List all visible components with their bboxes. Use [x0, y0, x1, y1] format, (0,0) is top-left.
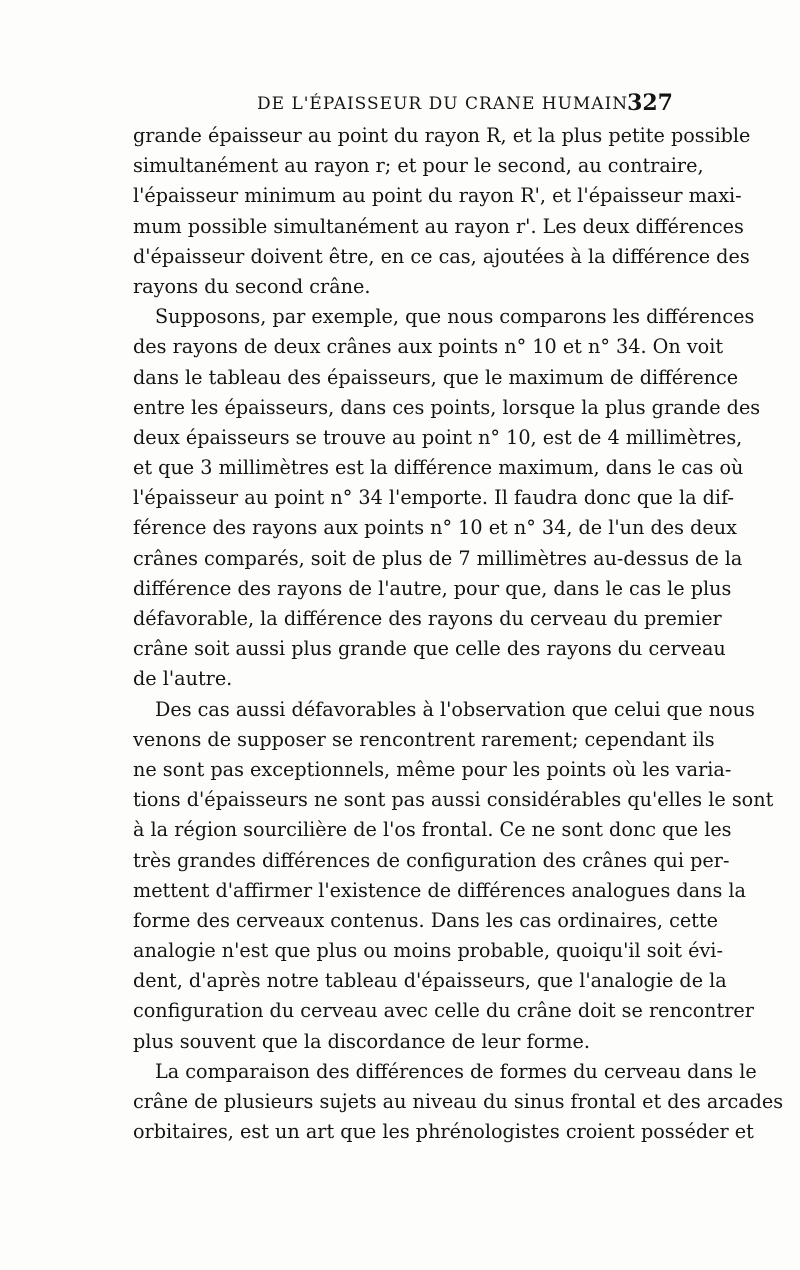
text-line: défavorable, la différence des rayons du cerveau du premier	[133, 607, 722, 630]
page-number: 327	[627, 90, 673, 116]
text-line: dans le tableau des épaisseurs, que le maximum de différence	[133, 365, 739, 389]
text-line: et que 3 millimètres est la différence maximum, dans le cas où	[133, 456, 744, 480]
text-line: simultanément au rayon r; et pour le second, au contraire,	[133, 154, 704, 178]
text-line: des rayons de deux crânes aux points n° 10 et n° 34. On voit	[133, 335, 724, 359]
text-line: forme des cerveaux contenus. Dans les cas ordinaires, cette	[133, 908, 718, 932]
text-line: orbitaires, est un art que les phrénologistes croient posséder et	[133, 1120, 754, 1144]
text-line: crâne soit aussi plus grande que celle des rayons du cerveau	[133, 637, 726, 661]
text-line: entre les épaisseurs, dans ces points, lorsque la plus grande des	[133, 395, 761, 419]
running-head	[133, 90, 673, 120]
text-line: à la région sourcilière de l'os frontal. Ce ne sont donc que les	[133, 818, 732, 842]
text-line: Supposons, par exemple, que nous comparons les différences	[155, 305, 755, 329]
text-line: configuration du cerveau avec celle du crâne doit se rencontrer	[133, 999, 754, 1023]
text-line: grande épaisseur au point du rayon R, et la plus petite possible	[133, 124, 751, 147]
text-line: rayons du second crâne.	[133, 274, 371, 298]
text-line: d'épaisseur doivent être, en ce cas, ajoutées à la différence des	[133, 244, 750, 268]
text-line: Des cas aussi défavorables à l'observation que celui que nous	[155, 697, 755, 721]
text-line: plus souvent que la discordance de leur forme.	[133, 1029, 590, 1053]
body-text	[133, 121, 784, 1147]
text-line: ne sont pas exceptionnels, même pour les points où les varia-	[133, 757, 732, 781]
text-line: de l'autre.	[133, 667, 233, 691]
text-line: analogie n'est que plus ou moins probable, quoiqu'il soit évi-	[133, 939, 723, 963]
text-line: La comparaison des différences de formes du cerveau dans le	[155, 1059, 757, 1083]
text-line: très grandes différences de configuration des crânes qui per-	[133, 848, 730, 872]
text-line: mettent d'affirmer l'existence de différences analogues dans la	[133, 878, 746, 902]
text-line: différence des rayons de l'autre, pour que, dans le cas le plus	[133, 576, 732, 600]
text-line: crâne de plusieurs sujets au niveau du sinus frontal et des arcades	[133, 1090, 784, 1113]
text-line: venons de supposer se rencontrent rarement; cependant ils	[133, 727, 715, 751]
text-line: deux épaisseurs se trouve au point n° 10, est de 4 millimètres,	[133, 425, 743, 449]
text-line: l'épaisseur au point n° 34 l'emporte. Il faudra donc que la dif-	[133, 486, 734, 510]
text-line: férence des rayons aux points n° 10 et n° 34, de l'un des deux	[133, 516, 737, 540]
text-line: mum possible simultanément au rayon r'. Les deux différences	[133, 214, 744, 238]
running-title: DE L'ÉPAISSEUR DU CRANE HUMAIN.	[257, 94, 634, 114]
text-line: l'épaisseur minimum au point du rayon R', et l'épaisseur maxi-	[133, 184, 742, 208]
text-line: tions d'épaisseurs ne sont pas aussi considérables qu'elles le sont	[133, 788, 774, 812]
text-line: crânes comparés, soit de plus de 7 millimètres au-dessus de la	[133, 546, 743, 570]
text-line: dent, d'après notre tableau d'épaisseurs, que l'analogie de la	[133, 969, 727, 993]
